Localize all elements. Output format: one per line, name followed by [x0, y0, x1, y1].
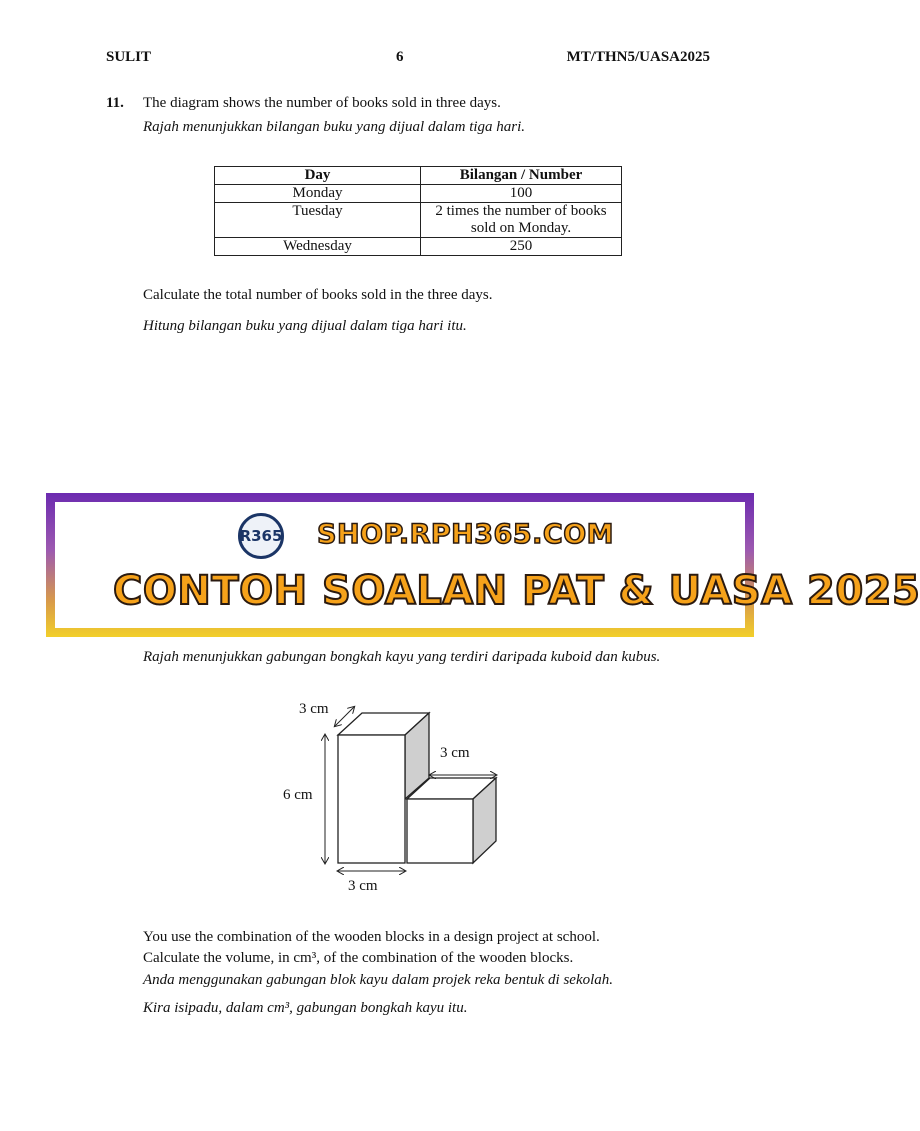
question-ask-en: Calculate the total number of books sold in the three days.: [143, 287, 493, 303]
task-text-en-2: Calculate the volume, in cm³, of the combination of the wooden blocks.: [143, 950, 574, 966]
column-header-number: Bilangan / Number: [421, 167, 622, 185]
question-intro-en: The diagram shows the number of books sold in three days.: [143, 95, 501, 111]
cell-day: Tuesday: [215, 203, 421, 238]
cell-day: Monday: [215, 185, 421, 203]
table-row: [215, 238, 622, 256]
page-number: 6: [396, 49, 404, 65]
cell-day: Wednesday: [215, 238, 421, 256]
table-row: [215, 185, 622, 203]
cell-number-line2: sold on Monday.: [470, 220, 572, 236]
task-text-ms-1: Anda menggunakan gabungan blok kayu dalam projek reka bentuk di sekolah.: [143, 972, 614, 988]
base-label: 3 cm: [348, 878, 378, 894]
column-header-day: Day: [215, 167, 421, 185]
books-sold-table: [214, 166, 622, 256]
table-header-row: [215, 167, 622, 185]
cuboid-front-face: [338, 735, 405, 863]
header-sulit: SULIT: [106, 49, 152, 65]
task-text-en-1: You use the combination of the wooden blocks in a design project at school.: [143, 929, 600, 945]
depth-label: 3 cm: [299, 701, 329, 717]
cube-width-label: 3 cm: [440, 745, 470, 761]
question-intro-ms: Rajah menunjukkan bilangan buku yang dijual dalam tiga hari.: [143, 119, 526, 135]
cell-number: [421, 203, 622, 238]
task-text-ms-2: Kira isipadu, dalam cm³, gabungan bongkah kayu itu.: [143, 1000, 468, 1016]
page-header: [106, 49, 710, 69]
question-ask-ms: Hitung bilangan buku yang dijual dalam tiga hari itu.: [143, 318, 467, 334]
height-label: 6 cm: [283, 787, 313, 803]
cube-front-face: [407, 799, 473, 863]
promo-banner: [46, 493, 920, 637]
question-number: 11.: [106, 95, 124, 111]
diagram-intro-ms: Rajah menunjukkan gabungan bongkah kayu yang terdiri daripada kuboid dan kubus.: [143, 649, 661, 665]
cell-number: 100: [421, 185, 622, 203]
wooden-blocks-diagram: [275, 695, 515, 900]
table-row: [215, 203, 622, 238]
cell-number-line1: 2 times the number of books: [435, 203, 607, 219]
shop-url-text: SHOP.RPH365.COM: [317, 519, 615, 550]
rph365-logo: R365: [238, 513, 284, 559]
paper-code: MT/THN5/UASA2025: [566, 49, 710, 65]
banner-title: CONTOH SOALAN PAT & UASA 2025: [113, 568, 920, 614]
cell-number: 250: [421, 238, 622, 256]
promo-banner-inner: [55, 502, 920, 628]
